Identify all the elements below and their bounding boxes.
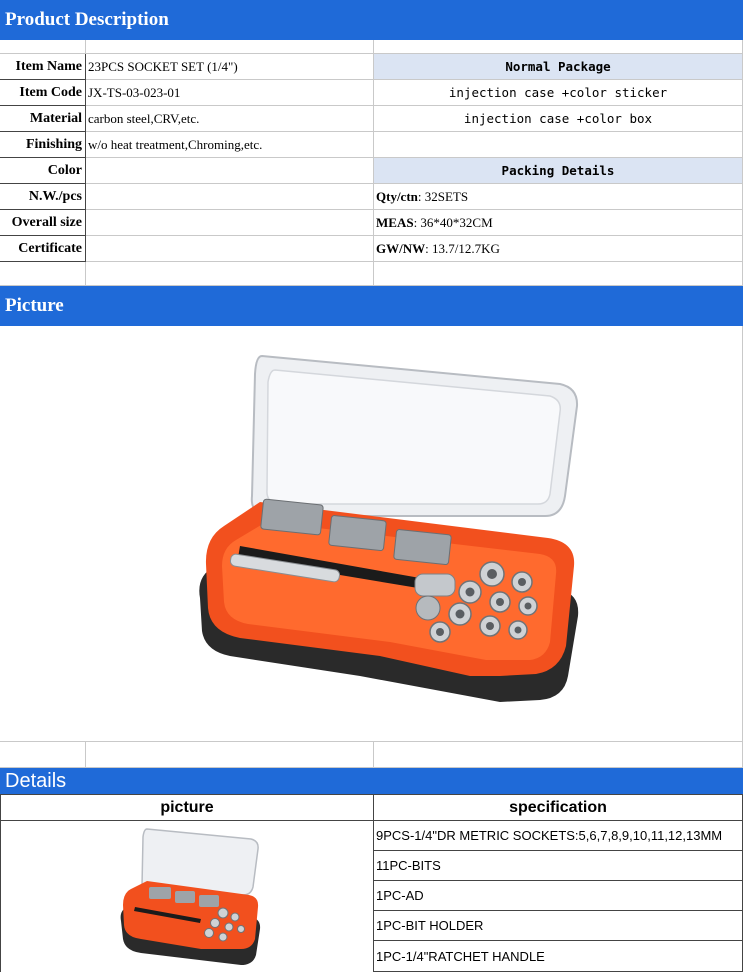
spacer-cell [374, 742, 743, 768]
gw-nw-label: GW/NW [376, 240, 426, 256]
socket-set-thumbnail [1, 821, 373, 972]
spec-row [374, 941, 743, 972]
col-picture-label: picture [160, 798, 214, 816]
value-nw-pcs [86, 184, 374, 210]
picture-area [0, 326, 743, 742]
spec-text: 1PC-AD [376, 888, 424, 903]
value-color [86, 158, 374, 184]
label-material: Material [0, 106, 86, 132]
label-nw-pcs: N.W./pcs [0, 184, 86, 210]
gw-nw-value: : 13.7/12.7KG [425, 240, 500, 256]
details-header [0, 768, 743, 794]
label-finishing: Finishing [0, 132, 86, 158]
value-overall-size [86, 210, 374, 236]
package-line-2: injection case +color box [374, 106, 743, 132]
spec-text: 1PC-1/4"RATCHET HANDLE [376, 948, 545, 964]
label-overall-size: Overall size [0, 210, 86, 236]
spec-row [374, 881, 743, 911]
spec-row [374, 911, 743, 941]
details-title: Details [5, 769, 67, 792]
label-item-code: Item Code [0, 80, 86, 106]
meas-value: : 36*40*32CM [413, 214, 493, 230]
spacer-cell [374, 262, 743, 286]
package-line-1: injection case +color sticker [374, 80, 743, 106]
gw-nw-cell [374, 236, 743, 262]
spacer-cell [0, 742, 86, 768]
qty-ctn-value: : 32SETS [417, 188, 469, 204]
spacer-cell [374, 40, 743, 54]
details-picture-cell [0, 821, 374, 972]
value-finishing: w/o heat treatment,Chroming,etc. [86, 132, 374, 158]
label-color: Color [0, 158, 86, 184]
spacer-cell [86, 742, 374, 768]
value-item-code: JX-TS-03-023-01 [86, 80, 374, 106]
value-material: carbon steel,CRV,etc. [86, 106, 374, 132]
col-specification-label: specification [509, 798, 607, 816]
picture-header [0, 286, 743, 326]
spacer-cell [0, 262, 86, 286]
label-item-name: Item Name [0, 54, 86, 80]
socket-set-image [0, 326, 743, 742]
details-col-specification [374, 794, 743, 821]
spacer-cell [86, 262, 374, 286]
spacer-cell [0, 40, 86, 54]
spec-row [374, 851, 743, 881]
meas-label: MEAS [376, 214, 414, 230]
meas-cell [374, 210, 743, 236]
spec-row [374, 821, 743, 851]
spacer-cell [86, 40, 374, 54]
value-certificate [86, 236, 374, 262]
qty-ctn-cell [374, 184, 743, 210]
product-description-title: Product Description [5, 9, 169, 30]
spec-text: 11PC-BITS [376, 858, 441, 873]
picture-title: Picture [5, 295, 64, 316]
qty-ctn-label: Qty/ctn [376, 188, 418, 204]
value-item-name: 23PCS SOCKET SET (1/4") [86, 54, 374, 80]
label-certificate: Certificate [0, 236, 86, 262]
product-description-header [0, 0, 743, 40]
normal-package-heading: Normal Package [374, 54, 743, 80]
spec-text: 9PCS-1/4"DR METRIC SOCKETS:5,6,7,8,9,10,11,12,13MM [376, 828, 723, 843]
spec-text: 1PC-BIT HOLDER [376, 918, 484, 933]
package-line-3 [374, 132, 743, 158]
packing-details-heading: Packing Details [374, 158, 743, 184]
details-col-picture [0, 794, 374, 821]
